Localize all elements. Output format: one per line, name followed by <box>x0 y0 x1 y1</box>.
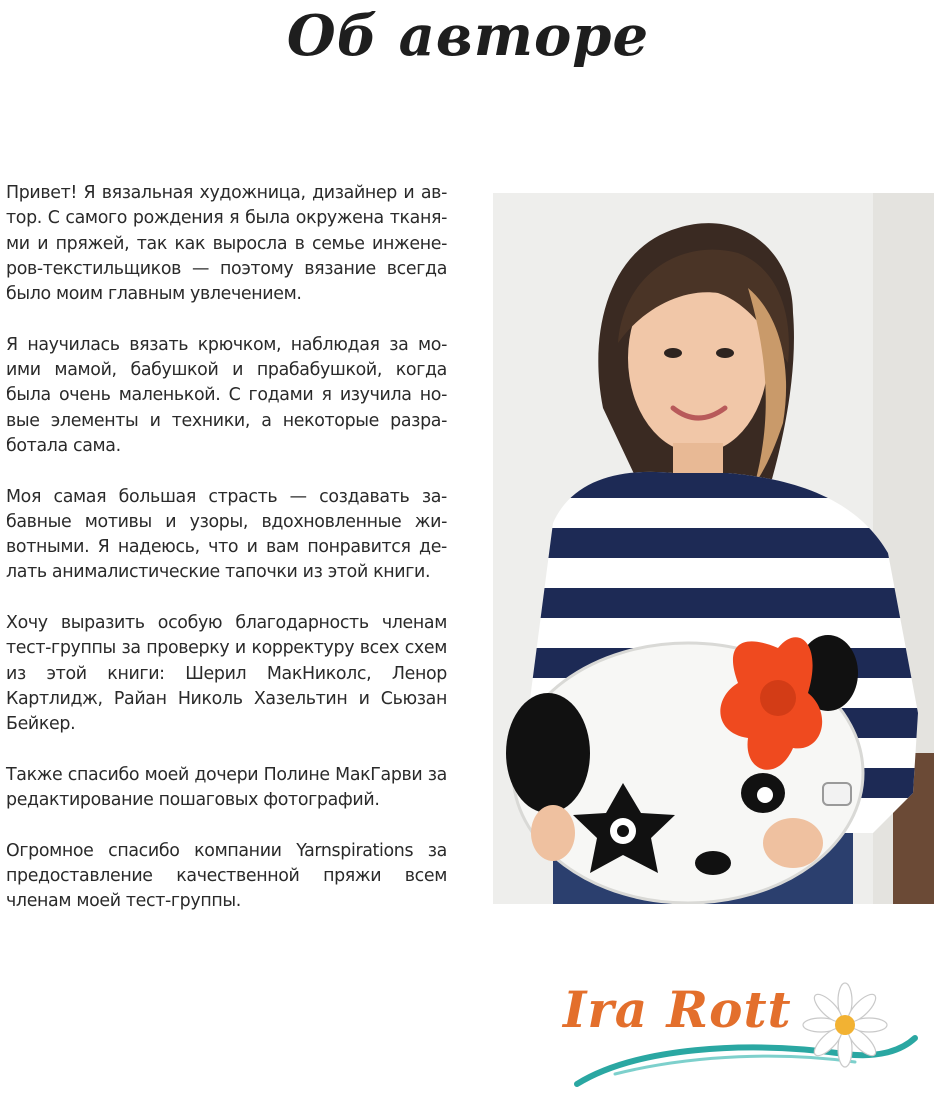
signature-text: Ira Rott <box>563 980 792 1039</box>
author-photo <box>493 193 934 904</box>
bio-paragraph: Моя самая большая страсть — создавать за-бавные мотивы и узоры, вдохновленные жи-вотными. Я надеюсь, что и вам понравится де-лать анималистические тапочки из этой книги. <box>6 486 447 583</box>
daisy-icon <box>803 983 887 1067</box>
bio-paragraph: Огромное спасибо компании Yarnspirations за предоставление качественной пряжи всем членам моей тест-группы. <box>6 840 447 912</box>
page-title: Об авторе <box>286 3 650 69</box>
bio-paragraph: Я научилась вязать крючком, наблюдая за мо-ими мамой, бабушкой и прабабушкой, когда была очень маленькой. С годами я изучила но-вые элементы и техники, а некоторые разра-ботала сама. <box>6 334 447 456</box>
author-bio <box>6 181 447 940</box>
author-signature <box>555 980 925 1095</box>
bio-paragraph: Привет! Я вязальная художница, дизайнер и ав-тор. С самого рождения я была окружена тканя-ми и пряжей, так как выросла в семье инжене-ров-текстильщиков — поэтому вязание всегда было моим главным увлечением. <box>6 183 447 305</box>
bio-paragraph: Хочу выразить особую благодарность членам тест-группы за проверку и корректуру всех схем из этой книги: Шерил МакНиколс, Ленор Картлидж, Райан Николь Хазельтин и Сьюзан Бейкер. <box>6 613 447 735</box>
bio-paragraph: Также спасибо моей дочери Полине МакГарви за редактирование пошаговых фотографий. <box>6 764 447 811</box>
